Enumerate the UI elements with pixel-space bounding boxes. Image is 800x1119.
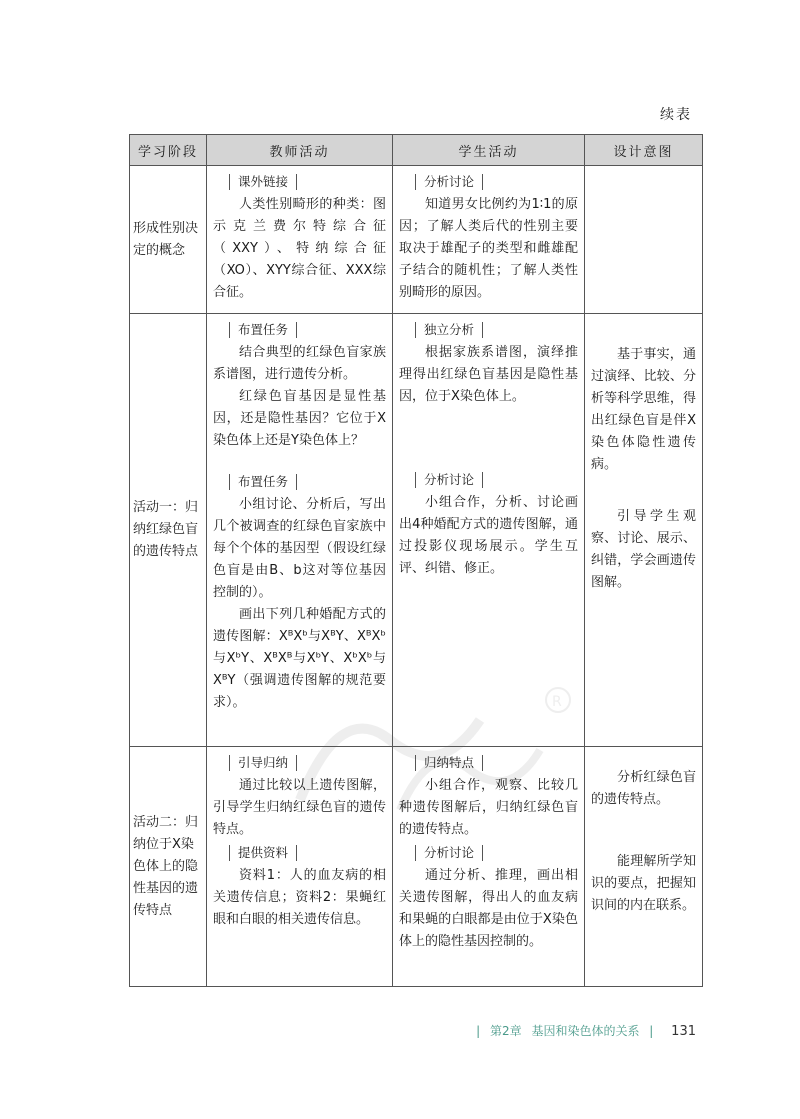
- footer-chapter: 第2章: [489, 1024, 522, 1038]
- paragraph: 小组合作，观察、比较几种遗传图解后，归纳红绿色盲的遗传特点。: [399, 778, 578, 837]
- teacher-cell: [207, 314, 393, 747]
- student-cell: [393, 166, 585, 314]
- lesson-table: [129, 134, 703, 987]
- section-tag: 引导归纳: [229, 755, 297, 771]
- design-cell: [585, 747, 703, 987]
- paragraph: 知道男女比例约为1∶1的原因；了解人类后代的性别主要取决于雄配子的类型和雌雄配子结合的随机性；了解人类性别畸形的原因。: [399, 197, 578, 300]
- paragraph: 资料1：人的血友病的相关遗传信息；资料2：果蝇红眼和白眼的相关遗传信息。: [213, 868, 386, 927]
- section-tag: 课外链接: [229, 174, 297, 190]
- stage-cell: 形成性别决定的概念: [130, 166, 207, 314]
- section-tag: 布置任务: [229, 322, 297, 338]
- teacher-cell: [207, 166, 393, 314]
- header-student: 学生活动: [393, 135, 585, 166]
- design-cell: [585, 314, 703, 747]
- page-number: 131: [671, 1024, 696, 1039]
- paragraph: 根据家族系谱图，演绎推理得出红绿色盲基因是隐性基因，位于X染色体上。: [399, 345, 578, 404]
- table-row: [130, 314, 703, 747]
- section-tag: 归纳特点: [415, 755, 483, 771]
- paragraph: 通过比较以上遗传图解，引导学生归纳红绿色盲的遗传特点。: [213, 778, 386, 837]
- paragraph: 能理解所学知识的要点，把握知识间的内在联系。: [591, 854, 696, 913]
- paragraph: 人类性别畸形的种类：图示克兰费尔特综合征（XXY）、特纳综合征（XO）、XYY综合征、XXX综合征。: [213, 197, 386, 300]
- paragraph: 小组合作，分析、讨论画出4种婚配方式的遗传图解，通过投影仪现场展示。学生互评、纠错、修正。: [399, 495, 578, 576]
- paragraph: 基于事实，通过演绎、比较、分析等科学思维，得出红绿色盲是伴X染色体隐性遗传病。: [591, 347, 696, 472]
- section-tag: 独立分析: [415, 322, 483, 338]
- table-row: [130, 166, 703, 314]
- section-tag: 提供资料: [229, 845, 297, 861]
- header-stage: 学习阶段: [130, 135, 207, 166]
- paragraph: 引导学生观察、讨论、展示、纠错，学会画遗传图解。: [591, 509, 696, 590]
- student-cell: [393, 314, 585, 747]
- paragraph: 小组讨论、分析后，写出几个被调查的红绿色盲家族中每个个体的基因型（假设红绿色盲是由B、b这对等位基因控制的）。: [213, 497, 386, 600]
- design-cell: [585, 166, 703, 314]
- continued-label: 续表: [660, 107, 692, 123]
- paragraph: 结合典型的红绿色盲家族系谱图，进行遗传分析。: [213, 345, 386, 382]
- svg-text:R: R: [552, 694, 562, 710]
- paragraph: 画出下列几种婚配方式的遗传图解：XᴮXᵇ与XᴮY、XᴮXᵇ与XᵇY、XᴮXᴮ与XᵇY、XᵇXᵇ与XᴮY（强调遗传图解的规范要求）。: [213, 607, 386, 710]
- header-teacher: 教师活动: [207, 135, 393, 166]
- header-design: 设计意图: [585, 135, 703, 166]
- footer-title: 基因和染色体的关系: [531, 1024, 640, 1038]
- student-cell: [393, 747, 585, 987]
- page-footer: | 第2章 基因和染色体的关系 | 131: [476, 1024, 696, 1039]
- section-tag: 分析讨论: [415, 845, 483, 861]
- section-tag: 分析讨论: [415, 472, 483, 488]
- table-header-row: [130, 135, 703, 166]
- table-row: [130, 747, 703, 987]
- section-tag: 布置任务: [229, 474, 297, 490]
- paragraph: 红绿色盲基因是显性基因，还是隐性基因？它位于X染色体上还是Y染色体上？: [213, 389, 386, 448]
- paragraph: 通过分析、推理，画出相关遗传图解，得出人的血友病和果蝇的白眼都是由位于X染色体上的隐性基因控制的。: [399, 868, 578, 949]
- section-tag: 分析讨论: [415, 174, 483, 190]
- teacher-cell: [207, 747, 393, 987]
- stage-cell: 活动二：归纳位于X染色体上的隐性基因的遗传特点: [130, 747, 207, 987]
- paragraph: 分析红绿色盲的遗传特点。: [591, 770, 696, 807]
- stage-cell: 活动一：归纳红绿色盲的遗传特点: [130, 314, 207, 747]
